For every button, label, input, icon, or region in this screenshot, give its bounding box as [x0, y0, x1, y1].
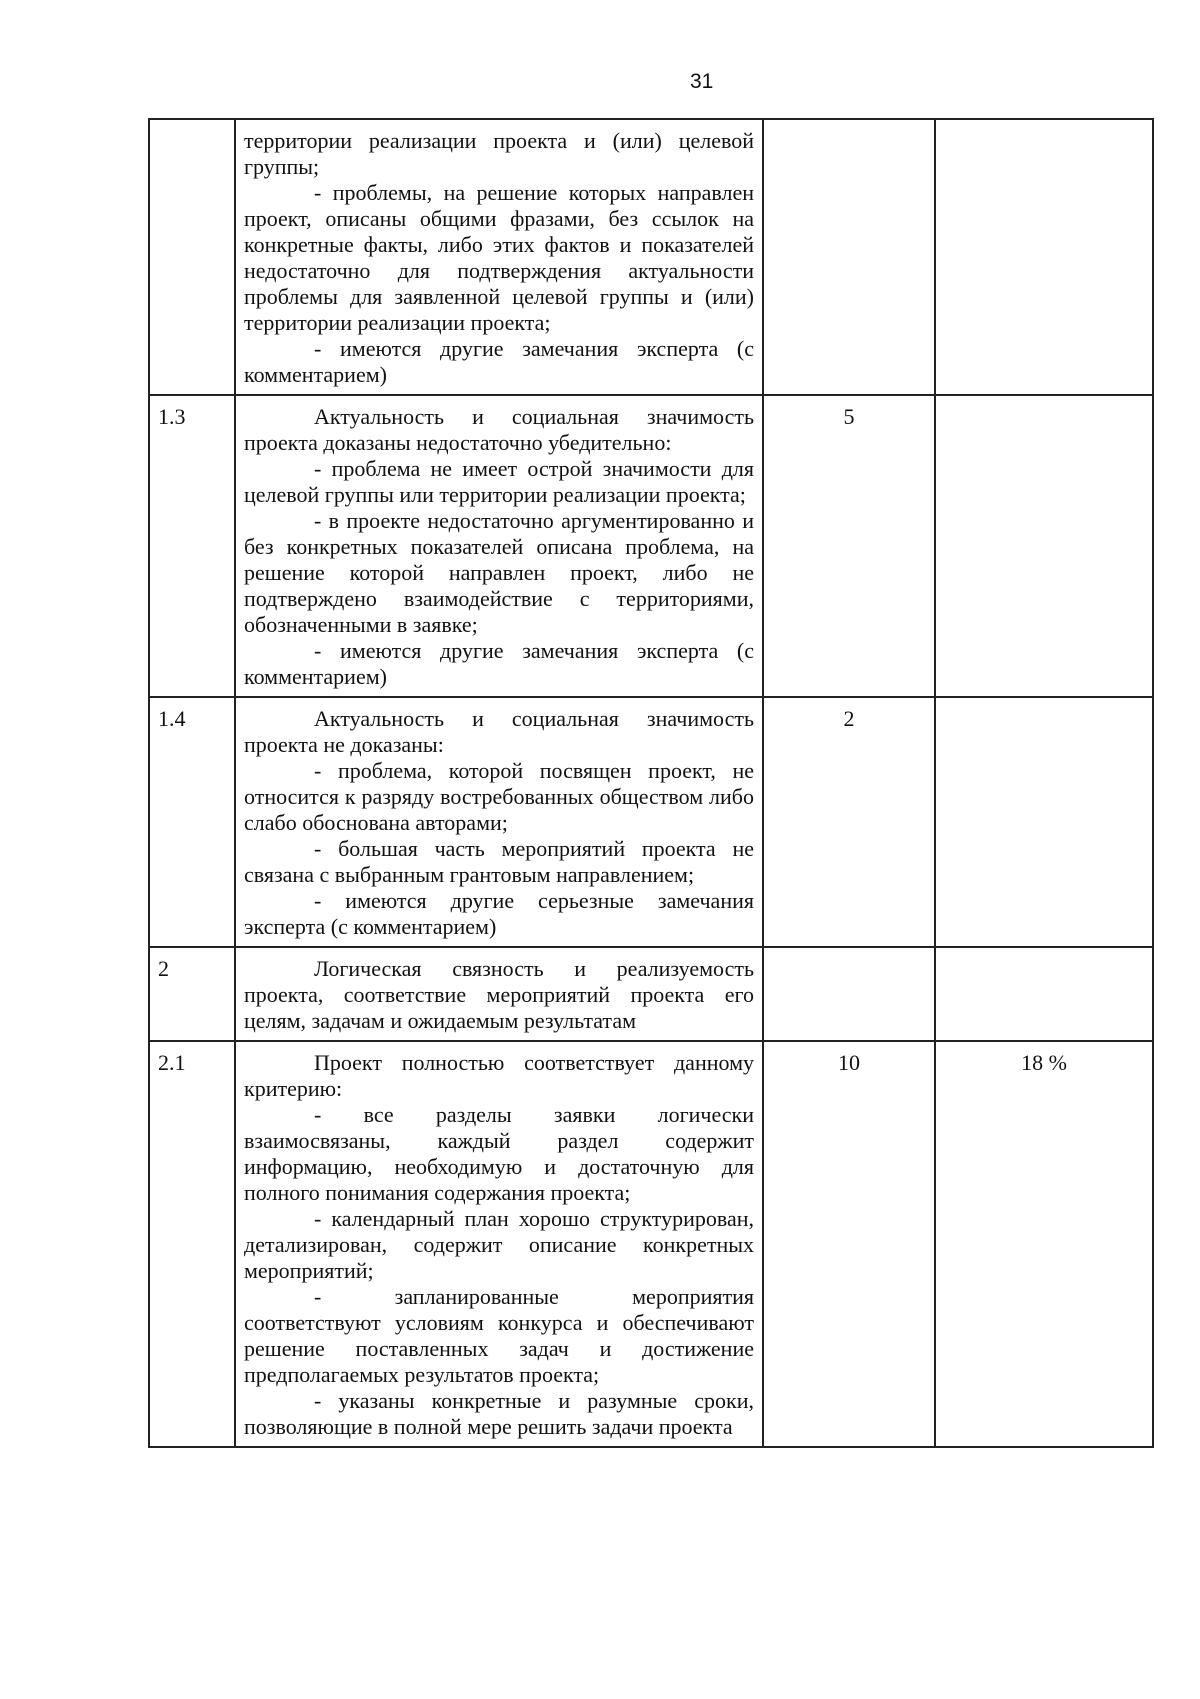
description-paragraph: - проблема не имеет острой значимости для целевой группы или территории реализации проекта; — [244, 456, 754, 507]
criterion-description — [235, 947, 763, 1041]
criterion-description — [235, 697, 763, 947]
criterion-number — [149, 119, 235, 395]
description-paragraph: - имеются другие замечания эксперта (с комментарием) — [244, 336, 754, 387]
table-row — [149, 119, 1153, 395]
description-paragraph: Логическая связность и реализуемость проекта, соответствие мероприятий проекта его целям, задачам и ожидаемым результатам — [244, 956, 754, 1033]
description-paragraph: Актуальность и социальная значимость проекта доказаны недостаточно убедительно: — [244, 404, 754, 455]
description-paragraph: - большая часть мероприятий проекта не связана с выбранным грантовым направлением; — [244, 836, 754, 887]
description-paragraph: - в проекте недостаточно аргументированно и без конкретных показателей описана проблема, на решение которой направлен проект, либо не подтверждено взаимодействие с территориями, обозначенными в заявке; — [244, 508, 754, 637]
criterion-number: 2.1 — [149, 1041, 235, 1447]
description-paragraph: территории реализации проекта и (или) целевой группы; — [244, 128, 754, 179]
criterion-weight — [935, 119, 1153, 395]
description-paragraph: - проблема, которой посвящен проект, не относится к разряду востребованных обществом либо слабо обоснована авторами; — [244, 758, 754, 835]
criterion-description — [235, 119, 763, 395]
criterion-number: 2 — [149, 947, 235, 1041]
criterion-description — [235, 395, 763, 697]
criterion-score — [763, 119, 935, 395]
criterion-score: 2 — [763, 697, 935, 947]
criterion-weight — [935, 395, 1153, 697]
description-paragraph: - проблемы, на решение которых направлен проект, описаны общими фразами, без ссылок на конкретные факты, либо этих фактов и показателей недостаточно для подтверждения актуальности проблемы для заявленной целевой группы и (или) территории реализации проекта; — [244, 180, 754, 335]
page-number: 31 — [690, 70, 714, 93]
description-paragraph: Проект полностью соответствует данному критерию: — [244, 1050, 754, 1101]
description-paragraph: - имеются другие серьезные замечания эксперта (с комментарием) — [244, 888, 754, 939]
description-paragraph: - все разделы заявки логически взаимосвязаны, каждый раздел содержит информацию, необходимую и достаточную для полного понимания содержания проекта; — [244, 1102, 754, 1205]
description-paragraph: - имеются другие замечания эксперта (с комментарием) — [244, 638, 754, 689]
table-row — [149, 947, 1153, 1041]
table-row — [149, 1041, 1153, 1447]
criterion-description — [235, 1041, 763, 1447]
description-paragraph: - указаны конкретные и разумные сроки, позволяющие в полной мере решить задачи проекта — [244, 1388, 754, 1439]
description-paragraph: Актуальность и социальная значимость проекта не доказаны: — [244, 706, 754, 757]
criterion-number: 1.3 — [149, 395, 235, 697]
criterion-score: 5 — [763, 395, 935, 697]
criteria-table-body — [149, 119, 1153, 1447]
criterion-weight: 18 % — [935, 1041, 1153, 1447]
table-row — [149, 395, 1153, 697]
criterion-score: 10 — [763, 1041, 935, 1447]
criteria-table — [148, 118, 1154, 1448]
criterion-score — [763, 947, 935, 1041]
criterion-weight — [935, 697, 1153, 947]
description-paragraph: - запланированные мероприятия соответствуют условиям конкурса и обеспечивают решение поставленных задач и достижение предполагаемых результатов проекта; — [244, 1284, 754, 1387]
table-row — [149, 697, 1153, 947]
description-paragraph: - календарный план хорошо структурирован, детализирован, содержит описание конкретных мероприятий; — [244, 1206, 754, 1283]
criterion-weight — [935, 947, 1153, 1041]
criterion-number: 1.4 — [149, 697, 235, 947]
